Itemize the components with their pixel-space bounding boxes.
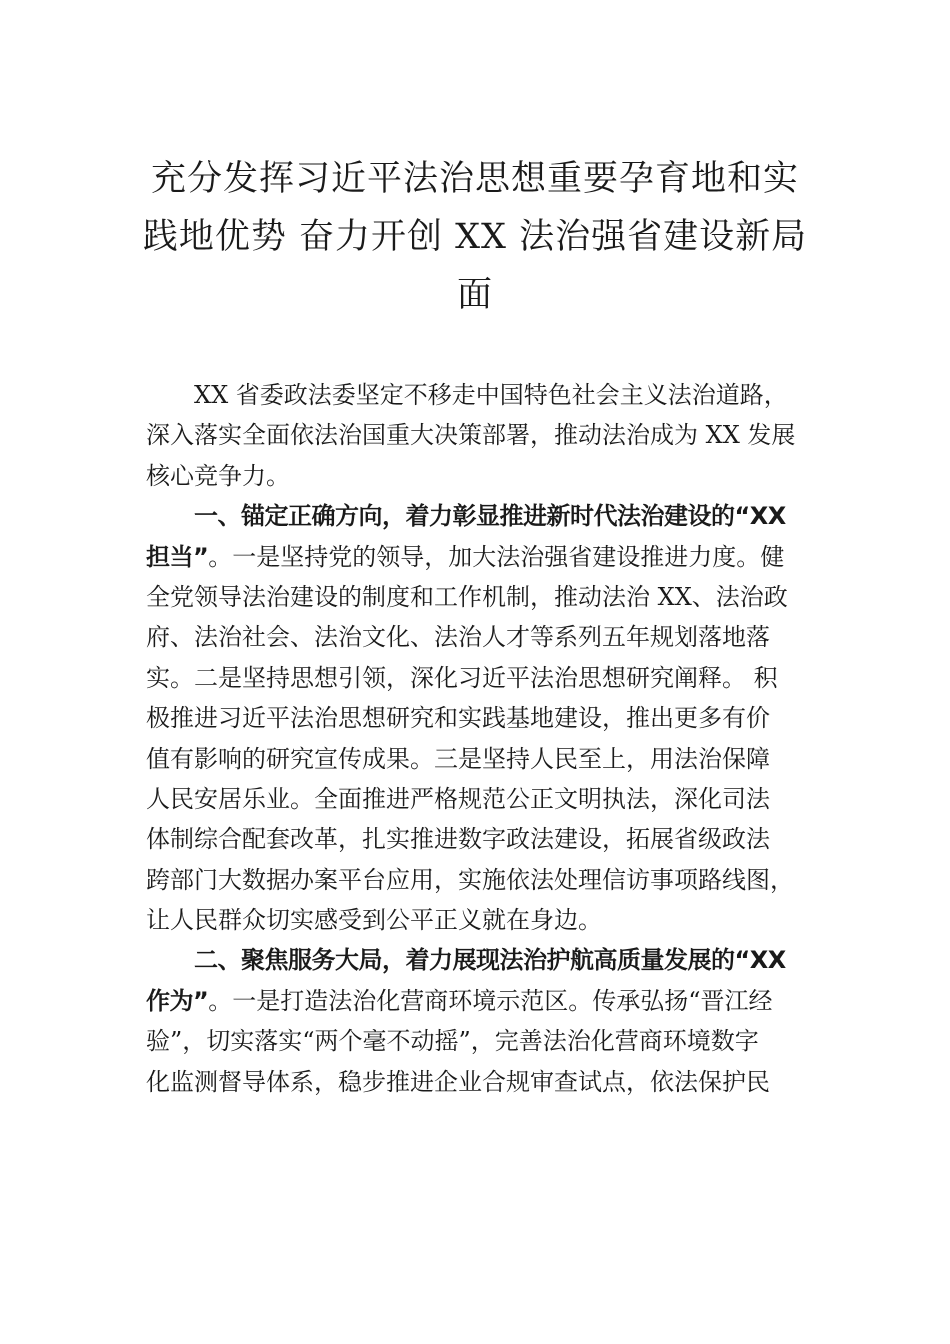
title-line: 面 [456, 275, 493, 315]
text-line: 体制综合配套改革，扎实推进数字政法建设，拓展省级政法 [146, 825, 770, 854]
text-line: 值有影响的研究宣传成果。三是坚持人民至上，用法治保障 [146, 744, 770, 773]
section-heading: 一、锚定正确方向，着力彰显推进新时代法治建设的“XX [194, 502, 786, 531]
text-line: 府、法治社会、法治文化、法治人才等系列五年规划落地落 [146, 623, 770, 652]
document-title [130, 150, 820, 324]
section-heading: 二、聚焦服务大局，着力展现法治护航高质量发展的“XX [194, 946, 786, 975]
text-line: 验”，切实落实“两个毫不动摇”，完善法治化营商环境数字 [146, 1027, 759, 1056]
text-line: XX 省委政法委坚定不移走中国特色社会主义法治道路， [194, 381, 788, 409]
title-line: 践地优势 奋力开创 XX 法治强省建设新局 [142, 217, 808, 257]
text-line: 化监测督导体系，稳步推进企业合规审查试点，依法保护民 [146, 1067, 770, 1096]
text-line: 全党领导法治建设的制度和工作机制，推动法治 XX、法治政 [146, 582, 788, 611]
section-one-paragraph [146, 496, 836, 940]
text-line: 人民安居乐业。全面推进严格规范公正文明执法，深化司法 [146, 784, 770, 813]
text-line: 极推进习近平法治思想研究和实践基地建设，推出更多有价 [146, 704, 770, 733]
text-line: 跨部门大数据办案平台应用，实施依法处理信访事项路线图， [146, 865, 794, 894]
section-heading-tail: 作为” [146, 986, 209, 1015]
section-heading-tail: 担当” [146, 542, 209, 571]
document-body [146, 375, 836, 1102]
text-line [146, 981, 836, 1021]
text-line: 实。二是坚持思想引领，深化习近平法治思想研究阐释。 积 [146, 663, 778, 692]
title-line: 充分发挥习近平法治思想重要孕育地和实 [150, 159, 799, 199]
intro-paragraph [146, 375, 836, 496]
text-fragment: 。一是打造法治化营商环境示范区。传承弘扬“晋江经 [208, 986, 773, 1015]
text-line: 核心竞争力。 [146, 461, 290, 490]
text-line: 深入落实全面依法治国重大决策部署，推动法治成为 XX 发展 [146, 421, 796, 450]
section-two-paragraph [146, 940, 836, 1102]
text-line: 让人民群众切实感受到公平正义就在身边。 [146, 906, 602, 935]
text-line [146, 537, 836, 577]
text-fragment: 。一是坚持党的领导，加大法治强省建设推进力度。健 [208, 542, 785, 571]
